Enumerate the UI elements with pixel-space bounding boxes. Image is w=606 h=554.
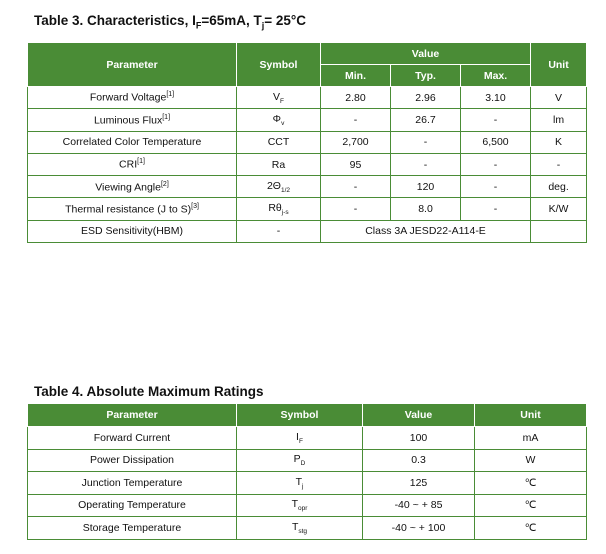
cell-unit: lm <box>531 109 587 131</box>
cell-unit: deg. <box>531 176 587 198</box>
cell-symbol <box>237 109 321 131</box>
symbol-subscript: F <box>280 97 284 105</box>
symbol-subscript: 1/2 <box>280 186 291 194</box>
cell-unit: - <box>531 153 587 175</box>
cell-unit: ℃ <box>475 517 587 540</box>
table-row <box>28 198 587 220</box>
header-unit: Unit <box>531 43 587 87</box>
symbol-subscript: stg <box>298 527 308 535</box>
parameter-name: Luminous Flux <box>93 114 163 127</box>
cell-min: - <box>321 176 391 198</box>
cell-symbol <box>237 472 363 495</box>
cell-value: Class 3A JESD22-A114-E <box>321 220 531 242</box>
cell-value: 125 <box>363 472 475 495</box>
cell-typ: 2.96 <box>391 87 461 109</box>
parameter-name: Thermal resistance (J to S) <box>65 203 192 216</box>
cell-parameter: Junction Temperature <box>28 472 237 495</box>
symbol: T <box>291 498 298 511</box>
parameter-name: Forward Voltage <box>89 91 167 104</box>
cell-max: 3.10 <box>461 87 531 109</box>
table3-title: Table 3. Characteristics, $I_F=65mA$, $T_j= 25^\circ C$ <box>34 13 307 31</box>
symbol-subscript: D <box>300 460 306 468</box>
cell-unit: K <box>531 131 587 153</box>
cell-symbol <box>237 87 321 109</box>
cell-unit: mA <box>475 427 587 450</box>
symbol: P <box>293 453 301 466</box>
cell-typ: 26.7 <box>391 109 461 131</box>
cell-unit: ℃ <box>475 472 587 495</box>
cell-unit: V <box>531 87 587 109</box>
symbol: Φ <box>272 112 282 125</box>
cell-typ: - <box>391 131 461 153</box>
cell-parameter <box>28 131 237 153</box>
table-row <box>28 427 587 450</box>
table-row <box>28 153 587 175</box>
table4-title: Table 4. Absolute Maximum Ratings <box>34 384 264 399</box>
cell-max: - <box>461 153 531 175</box>
symbol-subscript: v <box>281 119 285 127</box>
symbol-subscript: j <box>301 482 304 490</box>
table-row <box>28 176 587 198</box>
cell-min: 95 <box>321 153 391 175</box>
cell-min: 2.80 <box>321 87 391 109</box>
header-parameter: Parameter <box>28 43 237 87</box>
cell-value: -40 ~ + 100 <box>363 517 475 540</box>
parameter-name: Correlated Color Temperature <box>62 136 202 149</box>
cell-symbol <box>237 449 363 472</box>
cell-typ: 8.0 <box>391 198 461 220</box>
header-symbol: Symbol <box>237 404 363 427</box>
cell-parameter <box>28 109 237 131</box>
cell-value: 0.3 <box>363 449 475 472</box>
footnote-ref: [1] <box>166 91 175 99</box>
footnote-ref: [2] <box>160 180 169 188</box>
cell-parameter: Forward Current <box>28 427 237 450</box>
symbol: Ra <box>271 158 286 171</box>
header-unit: Unit <box>475 404 587 427</box>
table-row <box>28 109 587 131</box>
cell-max: - <box>461 109 531 131</box>
cell-min: - <box>321 198 391 220</box>
cell-parameter <box>28 198 237 220</box>
header-min: Min. <box>321 65 391 87</box>
cell-symbol <box>237 198 321 220</box>
cell-value: -40 ~ + 85 <box>363 494 475 517</box>
table-row <box>28 472 587 495</box>
table-row <box>28 517 587 540</box>
cell-parameter <box>28 176 237 198</box>
footnote-ref: [1] <box>137 158 145 166</box>
cell-symbol <box>237 153 321 175</box>
absolute-maximum-ratings-table <box>27 403 587 540</box>
header-parameter: Parameter <box>28 404 237 427</box>
cell-symbol <box>237 176 321 198</box>
symbol: T <box>291 520 299 533</box>
symbol: 2Θ <box>266 179 281 192</box>
header-value: Value <box>321 43 531 65</box>
parameter-name: Viewing Angle <box>95 181 161 194</box>
cell-symbol <box>237 494 363 517</box>
cell-parameter: Power Dissipation <box>28 449 237 472</box>
header-max: Max. <box>461 65 531 87</box>
cell-value: 100 <box>363 427 475 450</box>
symbol-subscript: opr <box>298 505 308 513</box>
symbol: CCT <box>267 136 290 149</box>
symbol-subscript: F <box>298 437 303 445</box>
cell-symbol <box>237 517 363 540</box>
cell-unit: K/W <box>531 198 587 220</box>
cell-symbol: - <box>237 220 321 242</box>
table-row <box>28 449 587 472</box>
cell-unit: ℃ <box>475 494 587 517</box>
cell-unit: W <box>475 449 587 472</box>
cell-max: - <box>461 198 531 220</box>
header-value: Value <box>363 404 475 427</box>
cell-parameter: Operating Temperature <box>28 494 237 517</box>
symbol: Rθ <box>268 202 282 215</box>
cell-parameter: Storage Temperature <box>28 517 237 540</box>
footnote-ref: [1] <box>162 113 171 121</box>
header-typ: Typ. <box>391 65 461 87</box>
cell-parameter: ESD Sensitivity(HBM) <box>28 220 237 242</box>
cell-symbol <box>237 427 363 450</box>
cell-parameter <box>28 87 237 109</box>
cell-typ: 120 <box>391 176 461 198</box>
cell-min: 2,700 <box>321 131 391 153</box>
cell-symbol <box>237 131 321 153</box>
characteristics-table <box>27 42 587 243</box>
footnote-ref: [3] <box>191 202 199 210</box>
table-row <box>28 87 587 109</box>
symbol: T <box>295 475 302 488</box>
symbol-subscript: j-s <box>281 209 289 217</box>
table-row <box>28 220 587 242</box>
cell-typ: - <box>391 153 461 175</box>
table-row <box>28 131 587 153</box>
header-symbol: Symbol <box>237 43 321 87</box>
cell-max: 6,500 <box>461 131 531 153</box>
cell-unit <box>531 220 587 242</box>
parameter-name: CRI <box>119 158 138 171</box>
cell-parameter <box>28 153 237 175</box>
cell-max: - <box>461 176 531 198</box>
symbol: V <box>273 90 281 103</box>
cell-min: - <box>321 109 391 131</box>
table-row <box>28 494 587 517</box>
symbol: I <box>296 430 299 443</box>
